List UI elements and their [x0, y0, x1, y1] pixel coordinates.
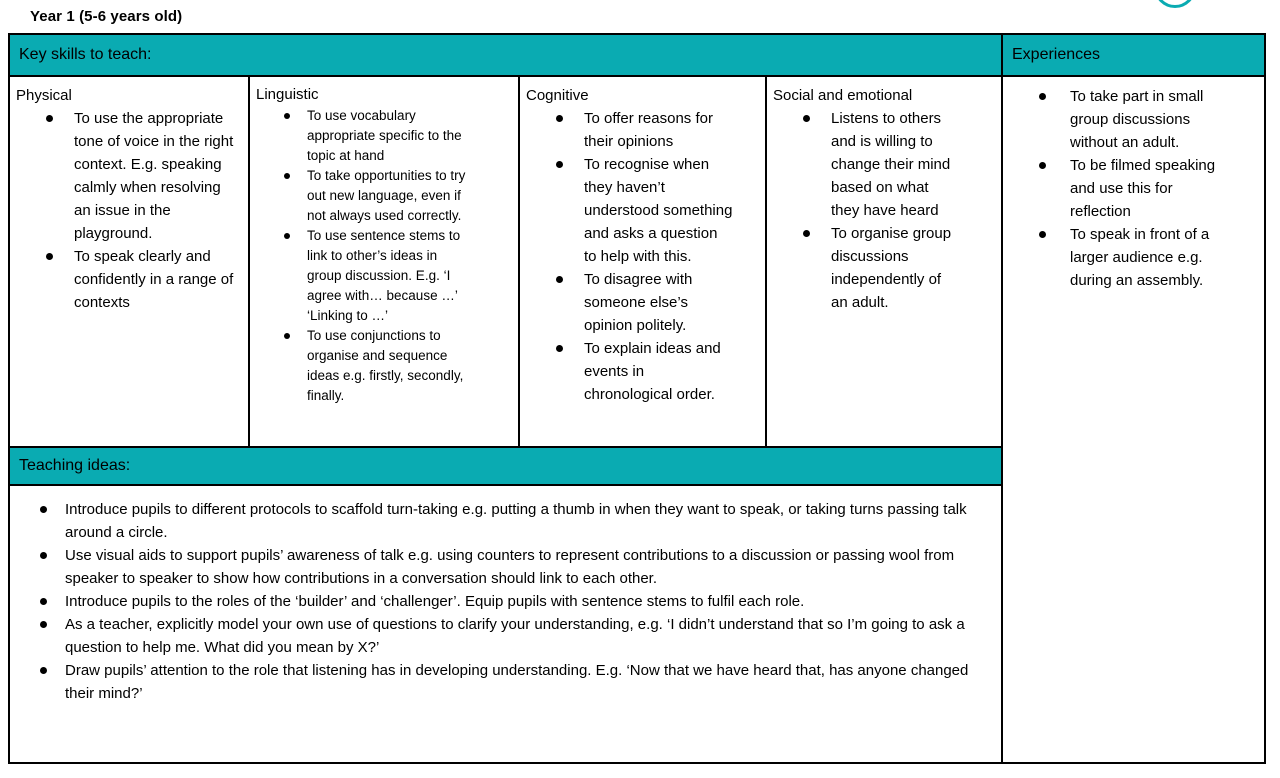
bullet-icon	[46, 115, 53, 122]
list-item	[256, 226, 512, 326]
column-title-social-emotional: Social and emotional	[773, 87, 913, 104]
bullet-icon	[284, 333, 290, 339]
bullet-icon	[556, 115, 563, 122]
list-item-text: To be filmed speaking and use this for reflection	[1070, 157, 1216, 220]
list-item-text: To recognise when they haven’t understood something and asks a question to help with this.	[584, 156, 733, 265]
list-item-text: Draw pupils’ attention to the role that listening has in developing understanding. E.g. ‘Now that we have heard that, has anyone changed their mind?’	[65, 662, 969, 702]
bullet-icon	[1039, 162, 1046, 169]
list-item-text: To use vocabulary appropriate specific to the topic at hand	[307, 108, 462, 163]
list-item-text: Use visual aids to support pupils’ awareness of talk e.g. using counters to represent contributions to a discussion or passing wool from speaker to speaker to show how contributions in a conversation should link to each other.	[65, 547, 955, 587]
list-item-text: To use the appropriate tone of voice in the right context. E.g. speaking calmly when resolving an issue in the playground.	[74, 110, 234, 242]
list-item	[526, 107, 759, 153]
cognitive-skill-list	[526, 107, 759, 406]
list-item-text: Introduce pupils to the roles of the ‘builder’ and ‘challenger’. Equip pupils with sentence stems to fulfil each role.	[65, 593, 805, 610]
teaching-ideas-content-cell	[10, 486, 1003, 762]
experiences-header-cell	[1003, 35, 1264, 77]
bullet-icon	[803, 115, 810, 122]
list-item	[1009, 85, 1264, 154]
list-item	[256, 106, 512, 166]
list-item	[18, 498, 1001, 544]
bullet-icon	[556, 345, 563, 352]
bullet-icon	[1039, 231, 1046, 238]
list-item	[773, 222, 995, 314]
column-title-physical: Physical	[16, 87, 72, 104]
list-item	[526, 268, 759, 337]
list-item-text: To speak in front of a larger audience e.g. during an assembly.	[1070, 226, 1210, 289]
list-item-text: To take part in small group discussions without an adult.	[1070, 88, 1204, 151]
bullet-icon	[556, 276, 563, 283]
list-item	[256, 326, 512, 406]
list-item	[16, 107, 242, 245]
list-item-text: As a teacher, explicitly model your own use of questions to clarify your understanding, e.g. ‘I didn’t understand that so I’m going to ask a question to help me. What did you mean by X?’	[65, 616, 965, 656]
list-item	[256, 166, 512, 226]
teaching-ideas-header-label: Teaching ideas:	[19, 457, 131, 474]
list-item-text: To explain ideas and events in chronological order.	[584, 340, 721, 403]
bullet-icon	[40, 667, 47, 674]
column-linguistic	[250, 77, 520, 448]
key-skills-header-label: Key skills to teach:	[19, 46, 152, 63]
list-item	[1009, 223, 1264, 292]
experiences-content-cell	[1003, 77, 1264, 762]
column-title-linguistic: Linguistic	[256, 86, 319, 103]
list-item-text: To use sentence stems to link to other’s ideas in group discussion. E.g. ‘I agree with… because …’ ‘Linking to …’	[307, 228, 461, 323]
list-item	[526, 153, 759, 268]
teaching-ideas-list	[18, 498, 1001, 705]
bullet-icon	[40, 621, 47, 628]
bullet-icon	[284, 173, 290, 179]
experiences-header-label: Experiences	[1012, 46, 1101, 63]
list-item-text: To offer reasons for their opinions	[584, 110, 713, 150]
list-item-text: To take opportunities to try out new language, even if not always used correctly.	[307, 168, 466, 223]
bullet-icon	[40, 598, 47, 605]
list-item-text: To use conjunctions to organise and sequence ideas e.g. firstly, secondly, finally.	[307, 328, 464, 403]
list-item	[18, 590, 1001, 613]
bullet-icon	[556, 161, 563, 168]
bullet-icon	[1039, 93, 1046, 100]
skills-table	[8, 33, 1266, 764]
experiences-list	[1009, 85, 1264, 292]
list-item	[526, 337, 759, 406]
column-physical	[10, 77, 250, 448]
bullet-icon	[46, 253, 53, 260]
linguistic-skill-list	[256, 106, 512, 406]
list-item-text: To speak clearly and confidently in a range of contexts	[74, 248, 234, 311]
column-social-emotional	[767, 77, 1003, 448]
social-emotional-skill-list	[773, 107, 995, 314]
list-item	[18, 613, 1001, 659]
key-skills-header-cell	[10, 35, 1003, 77]
column-cognitive	[520, 77, 767, 448]
bullet-icon	[284, 233, 290, 239]
list-item-text: To organise group discussions independently of an adult.	[831, 225, 952, 311]
bullet-icon	[40, 506, 47, 513]
list-item-text: Listens to others and is willing to change their mind based on what they have heard	[831, 110, 951, 219]
decorative-circle-icon	[1154, 0, 1196, 8]
list-item	[773, 107, 995, 222]
physical-skill-list	[16, 107, 242, 314]
bullet-icon	[284, 113, 290, 119]
teaching-ideas-header-cell	[10, 448, 1003, 486]
bullet-icon	[40, 552, 47, 559]
list-item	[18, 659, 1001, 705]
bullet-icon	[803, 230, 810, 237]
list-item-text: Introduce pupils to different protocols to scaffold turn-taking e.g. putting a thumb in when they want to speak, or taking turns passing talk around a circle.	[65, 501, 967, 541]
list-item	[18, 544, 1001, 590]
page-title: Year 1 (5-6 years old)	[30, 8, 183, 25]
column-title-cognitive: Cognitive	[526, 87, 589, 104]
list-item-text: To disagree with someone else’s opinion politely.	[584, 271, 693, 334]
list-item	[16, 245, 242, 314]
list-item	[1009, 154, 1264, 223]
